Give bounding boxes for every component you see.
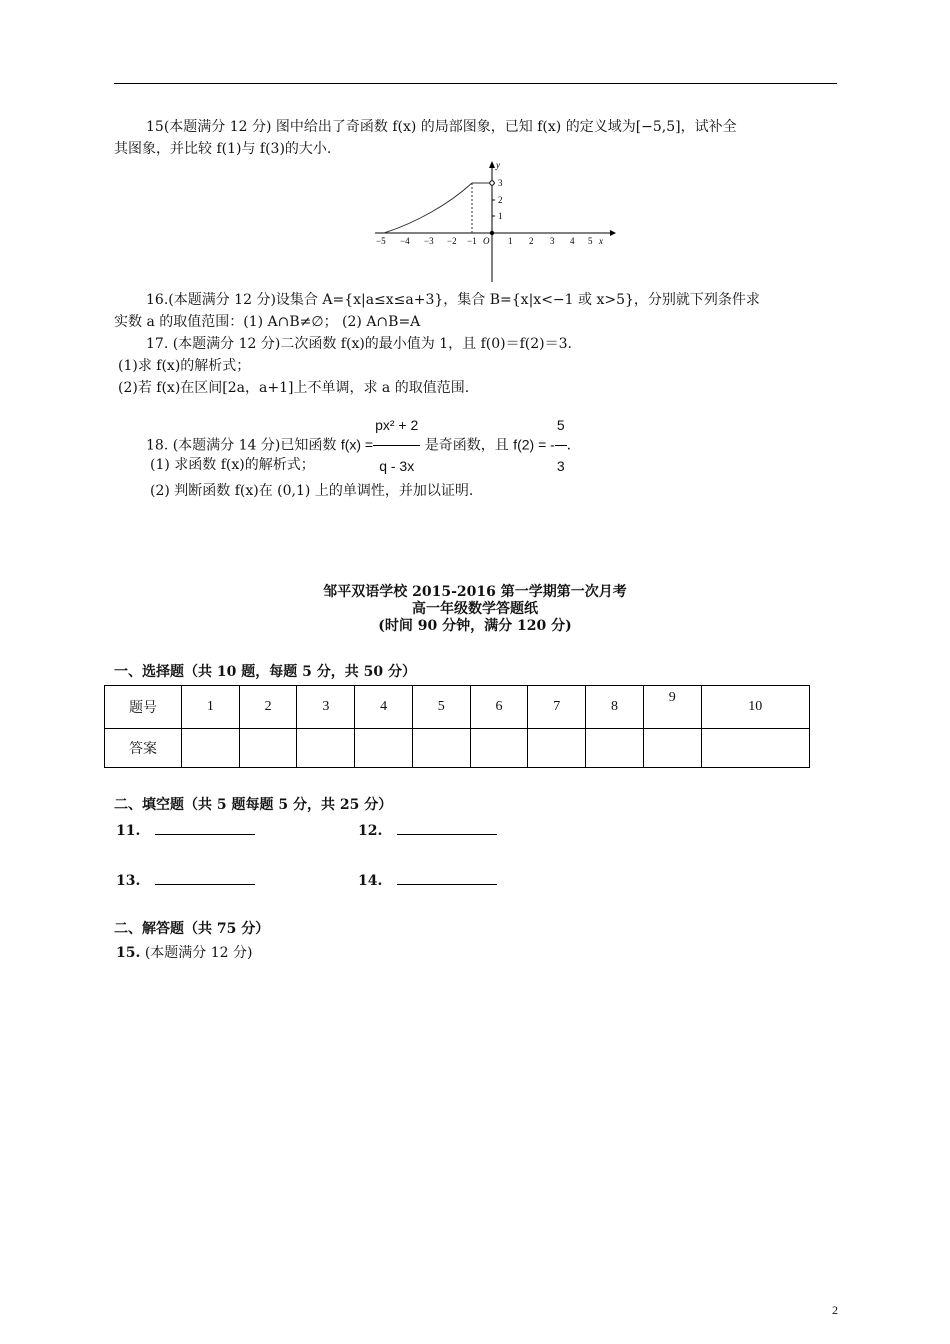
x-tick-label: −4 — [400, 236, 410, 246]
answer-cell[interactable] — [470, 729, 528, 768]
table-row — [105, 686, 810, 729]
q15-line2: 其图象，并比较 f(1)与 f(3)的大小. — [114, 141, 332, 157]
answer-cell[interactable] — [412, 729, 470, 768]
solution-q15-text: (本题满分 12 分) — [144, 945, 253, 961]
answer-sheet-title: 邹平双语学校 2015-2016 第一学期第一次月考 — [323, 584, 627, 600]
q16-line2: 实数 a 的取值范围：(1) A∩B≠∅； (2) A∩B=A — [114, 314, 421, 330]
answer-cell[interactable] — [239, 729, 297, 768]
answer-cell[interactable] — [355, 729, 413, 768]
q18-prefix: 18. (本题满分 14 分)已知函数 — [146, 437, 337, 454]
question-number-cell: 10 — [701, 686, 809, 729]
open-point — [490, 181, 494, 185]
question-number-cell: 4 — [355, 686, 413, 729]
q16-line1: 16.(本题满分 12 分)设集合 A={x|a≤x≤a+3}，集合 B={x|x<−1 或 x>5}，分别就下列条件求 — [146, 292, 760, 308]
q17-line2: (1)求 f(x)的解析式； — [118, 358, 251, 374]
blank-11-label: 11. — [116, 823, 141, 839]
q18-fraction2 — [555, 405, 567, 486]
row-header-number: 题号 — [105, 686, 182, 729]
x-axis-label: x — [599, 236, 603, 246]
question-number-cell: 6 — [470, 686, 528, 729]
question-number-cell: 3 — [297, 686, 355, 729]
origin-point — [490, 231, 494, 235]
x-tick-label: 3 — [550, 236, 555, 246]
x-tick-label: −3 — [424, 236, 434, 246]
section-fill-heading: 二、填空题（共 5 题每题 5 分，共 25 分） — [114, 797, 393, 813]
answer-cell[interactable] — [701, 729, 809, 768]
q18-num2: 5 — [555, 405, 567, 446]
question-number-cell: 7 — [528, 686, 586, 729]
question-number-cell: 2 — [239, 686, 297, 729]
answer-sheet-time: (时间 90 分钟，满分 120 分) — [378, 618, 572, 634]
function-graph — [370, 160, 620, 285]
origin-label: O — [483, 236, 490, 246]
header-rule — [114, 83, 837, 84]
blank-11 — [116, 822, 255, 840]
q18-fraction — [373, 405, 420, 486]
x-tick-label: 5 — [588, 236, 593, 246]
q15-line1: 15(本题满分 12 分) 图中给出了奇函数 f(x) 的局部图象，已知 f(x) 的定义域为[−5,5]，试补全 — [146, 119, 737, 135]
blank-13-label: 13. — [116, 873, 141, 889]
blank-14 — [358, 872, 497, 890]
x-tick-label: −5 — [376, 236, 386, 246]
blank-13-line[interactable] — [155, 872, 255, 885]
blank-12 — [358, 822, 497, 840]
table-row — [105, 729, 810, 768]
q18-f2: f(2) = - — [513, 436, 555, 453]
x-tick-label: 1 — [508, 236, 513, 246]
blank-13 — [116, 872, 255, 890]
q18-sub1: (1) 求函数 f(x)的解析式； — [150, 457, 315, 473]
y-tick-label: 2 — [498, 195, 503, 205]
blank-11-line[interactable] — [155, 822, 255, 835]
answer-sheet-subtitle: 高一年级数学答题纸 — [412, 601, 538, 617]
question-number-cell: 1 — [182, 686, 240, 729]
row-header-answer: 答案 — [105, 729, 182, 768]
solution-q15 — [116, 944, 252, 962]
question-number-cell: 5 — [412, 686, 470, 729]
blank-14-line[interactable] — [397, 872, 497, 885]
section-solution-heading: 二、解答题（共 75 分） — [114, 921, 270, 937]
question-number-cell: 8 — [586, 686, 644, 729]
blank-12-label: 12. — [358, 823, 383, 839]
x-axis-arrow — [610, 230, 616, 236]
answer-cell[interactable] — [586, 729, 644, 768]
question-number-cell: 9 — [643, 686, 701, 729]
section-choice-heading: 一、选择题（共 10 题，每题 5 分，共 50 分） — [114, 664, 416, 680]
blank-14-label: 14. — [358, 873, 383, 889]
x-tick-label: −2 — [447, 236, 457, 246]
answer-cell[interactable] — [528, 729, 586, 768]
graph-curve — [384, 183, 472, 233]
q18-numerator: px² + 2 — [373, 405, 420, 446]
answer-cell[interactable] — [182, 729, 240, 768]
y-axis-label: y — [496, 160, 500, 170]
answer-cell[interactable] — [297, 729, 355, 768]
page-number: 2 — [832, 1303, 838, 1317]
answer-cell[interactable] — [643, 729, 701, 768]
q18-fx: f(x) = — [340, 436, 374, 453]
q18-end: . — [566, 437, 572, 454]
solution-q15-label: 15. — [116, 945, 141, 961]
y-tick-label: 3 — [498, 178, 503, 188]
y-axis-arrow — [489, 161, 495, 168]
q18-denominator: q - 3x — [379, 458, 415, 474]
q18-sub2: (2) 判断函数 f(x)在 (0,1) 上的单调性，并加以证明. — [150, 483, 474, 499]
q18-middle: 是奇函数，且 — [424, 437, 509, 454]
q18-den2: 3 — [556, 458, 565, 474]
y-tick-label: 1 — [498, 211, 503, 221]
q17-line1: 17. (本题满分 12 分)二次函数 f(x)的最小值为 1，且 f(0)＝f(2)＝3. — [146, 336, 572, 352]
x-tick-label: 4 — [570, 236, 575, 246]
x-tick-label: −1 — [467, 236, 477, 246]
q17-line3: (2)若 f(x)在区间[2a，a+1]上不单调，求 a 的取值范围. — [118, 380, 470, 396]
x-tick-label: 2 — [529, 236, 534, 246]
blank-12-line[interactable] — [397, 822, 497, 835]
choice-answer-table — [104, 685, 810, 768]
